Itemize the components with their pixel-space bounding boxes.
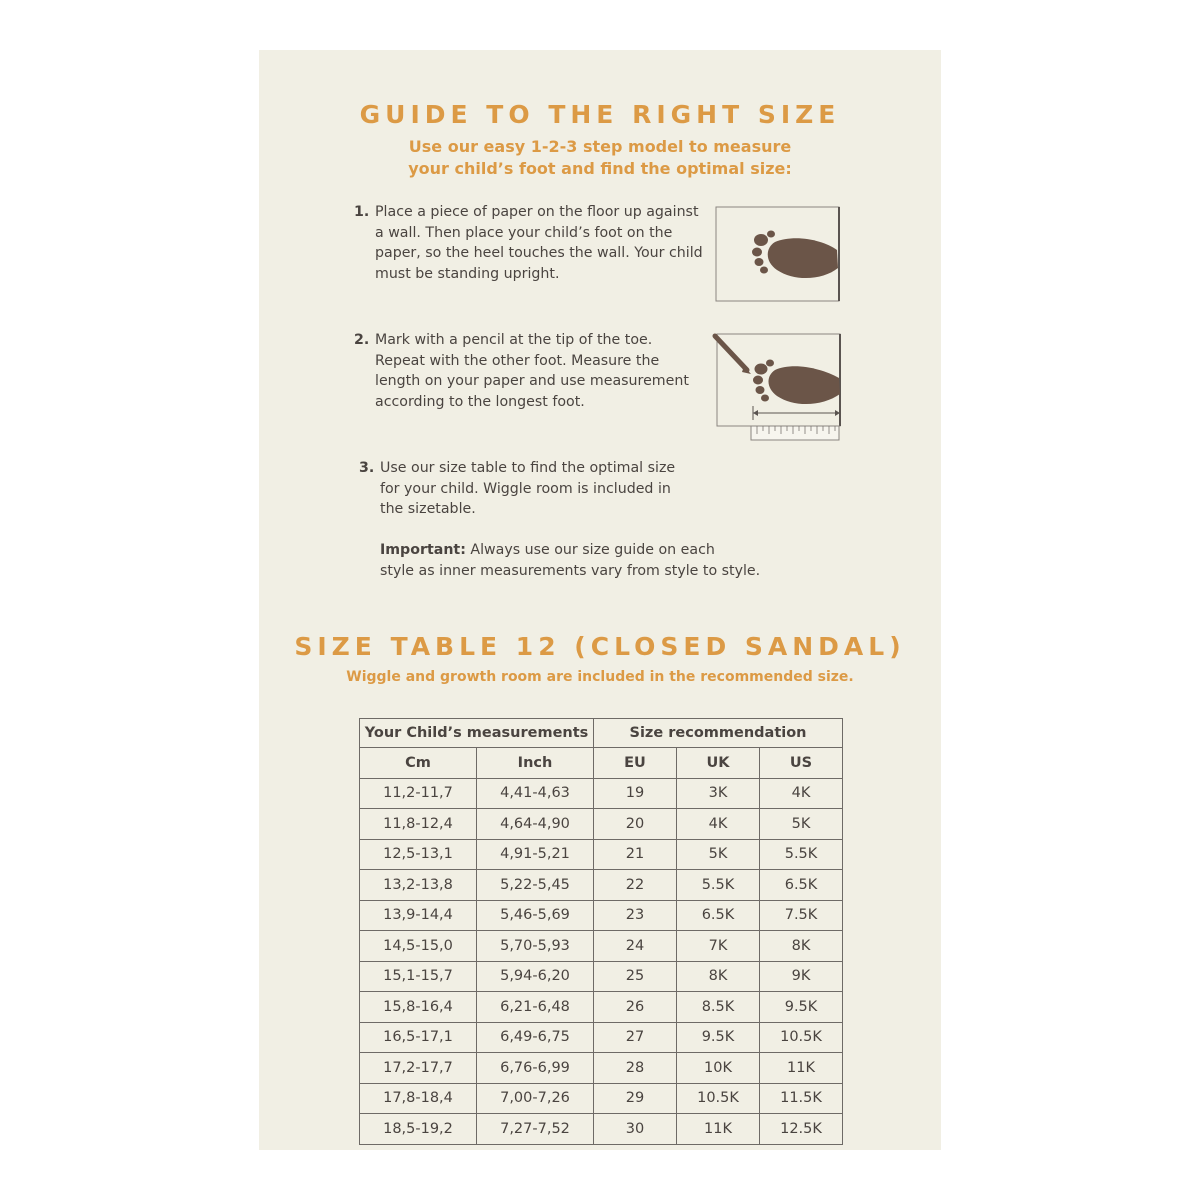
cell-cm: 12,5-13,1: [360, 839, 477, 870]
cell-us: 4K: [760, 778, 843, 809]
cell-cm: 18,5-19,2: [360, 1114, 477, 1145]
step-number: 3.: [359, 460, 375, 476]
cell-uk: 5K: [677, 839, 760, 870]
size-table: [359, 718, 843, 1145]
cell-eu: 29: [594, 1083, 677, 1114]
important-label: Important:: [380, 542, 466, 558]
cell-us: 12.5K: [760, 1114, 843, 1145]
cell-inch: 6,76-6,99: [477, 1053, 594, 1084]
cell-cm: 11,2-11,7: [360, 778, 477, 809]
cell-uk: 3K: [677, 778, 760, 809]
cell-us: 9K: [760, 961, 843, 992]
size-table-subtitle: Wiggle and growth room are included in the recommended size.: [346, 669, 854, 685]
cell-uk: 6.5K: [677, 900, 760, 931]
table-row: [360, 1083, 843, 1114]
cell-inch: 4,64-4,90: [477, 809, 594, 840]
table-row: [360, 1114, 843, 1145]
step-line: the sizetable.: [380, 501, 476, 518]
column-header-eu: EU: [594, 748, 677, 779]
cell-us: 7.5K: [760, 900, 843, 931]
cell-eu: 21: [594, 839, 677, 870]
cell-uk: 8K: [677, 961, 760, 992]
cell-cm: 16,5-17,1: [360, 1022, 477, 1053]
cell-eu: 28: [594, 1053, 677, 1084]
size-table-title: SIZE TABLE 12 (CLOSED SANDAL): [294, 632, 906, 661]
footprint-on-paper-icon: [715, 206, 843, 304]
table-row: [360, 839, 843, 870]
cell-eu: 25: [594, 961, 677, 992]
cell-inch: 5,94-6,20: [477, 961, 594, 992]
table-row: [360, 778, 843, 809]
step-line: Use our size table to find the optimal size: [380, 460, 676, 476]
cell-inch: 7,27-7,52: [477, 1114, 594, 1145]
important-note: [380, 540, 760, 581]
cell-uk: 9.5K: [677, 1022, 760, 1053]
cell-eu: 27: [594, 1022, 677, 1053]
column-header-inch: Inch: [477, 748, 594, 779]
step-line: must be standing upright.: [375, 265, 560, 282]
cell-cm: 17,2-17,7: [360, 1053, 477, 1084]
cell-uk: 10.5K: [677, 1083, 760, 1114]
column-header-uk: UK: [677, 748, 760, 779]
table-row: [360, 809, 843, 840]
cell-cm: 13,9-14,4: [360, 900, 477, 931]
cell-us: 9.5K: [760, 992, 843, 1023]
cell-cm: 15,1-15,7: [360, 961, 477, 992]
cell-inch: 4,41-4,63: [477, 778, 594, 809]
cell-uk: 5.5K: [677, 870, 760, 901]
cell-us: 11.5K: [760, 1083, 843, 1114]
step-number: 1.: [354, 204, 370, 220]
cell-inch: 4,91-5,21: [477, 839, 594, 870]
cell-uk: 7K: [677, 931, 760, 962]
cell-inch: 5,22-5,45: [477, 870, 594, 901]
guide-subtitle: [259, 136, 941, 180]
cell-eu: 26: [594, 992, 677, 1023]
cell-eu: 20: [594, 809, 677, 840]
step-line: length on your paper and use measurement: [375, 373, 689, 390]
step-line: a wall. Then place your child’s foot on the: [375, 224, 673, 241]
step-line: for your child. Wiggle room is included in: [380, 480, 671, 497]
guide-subtitle-line: your child’s foot and find the optimal size:: [408, 159, 792, 178]
table-row: [360, 992, 843, 1023]
step-line: according to the longest foot.: [375, 393, 585, 410]
cell-uk: 11K: [677, 1114, 760, 1145]
cell-uk: 10K: [677, 1053, 760, 1084]
table-row: [360, 900, 843, 931]
group-header-size: Size recommendation: [594, 719, 843, 748]
important-text: Always use our size guide on each: [465, 542, 715, 558]
step-text: [375, 330, 689, 412]
cell-cm: 11,8-12,4: [360, 809, 477, 840]
important-line: style as inner measurements vary from style to style.: [380, 562, 761, 579]
cell-eu: 24: [594, 931, 677, 962]
table-row: [360, 870, 843, 901]
pencil-footprint-ruler-icon: [711, 330, 845, 446]
cell-uk: 8.5K: [677, 992, 760, 1023]
cell-uk: 4K: [677, 809, 760, 840]
cell-inch: 5,46-5,69: [477, 900, 594, 931]
important-line: [380, 540, 760, 561]
cell-us: 10.5K: [760, 1022, 843, 1053]
cell-cm: 15,8-16,4: [360, 992, 477, 1023]
cell-us: 11K: [760, 1053, 843, 1084]
size-table-body: [360, 778, 843, 1144]
cell-inch: 7,00-7,26: [477, 1083, 594, 1114]
cell-eu: 23: [594, 900, 677, 931]
step-text: [380, 458, 675, 520]
cell-us: 5.5K: [760, 839, 843, 870]
column-header-us: US: [760, 748, 843, 779]
cell-cm: 17,8-18,4: [360, 1083, 477, 1114]
cell-us: 8K: [760, 931, 843, 962]
column-header-cm: Cm: [360, 748, 477, 779]
cell-us: 6.5K: [760, 870, 843, 901]
cell-cm: 13,2-13,8: [360, 870, 477, 901]
step-line: Repeat with the other foot. Measure the: [375, 352, 660, 369]
cell-us: 5K: [760, 809, 843, 840]
step-number: 2.: [354, 332, 370, 348]
step-line: Place a piece of paper on the floor up against: [375, 204, 699, 220]
cell-cm: 14,5-15,0: [360, 931, 477, 962]
guide-title: GUIDE TO THE RIGHT SIZE: [359, 100, 841, 129]
cell-eu: 30: [594, 1114, 677, 1145]
cell-eu: 19: [594, 778, 677, 809]
step-text: [375, 202, 703, 284]
cell-inch: 6,49-6,75: [477, 1022, 594, 1053]
table-row: [360, 1053, 843, 1084]
cell-inch: 5,70-5,93: [477, 931, 594, 962]
size-guide-card: [259, 50, 941, 1150]
group-header-measurements: Your Child’s measurements: [360, 719, 594, 748]
table-row: [360, 961, 843, 992]
guide-subtitle-line: Use our easy 1-2-3 step model to measure: [408, 137, 792, 156]
step-line: paper, so the heel touches the wall. Your child: [375, 245, 703, 262]
table-row: [360, 931, 843, 962]
cell-inch: 6,21-6,48: [477, 992, 594, 1023]
step-line: Mark with a pencil at the tip of the toe.: [375, 332, 653, 348]
cell-eu: 22: [594, 870, 677, 901]
table-row: [360, 1022, 843, 1053]
